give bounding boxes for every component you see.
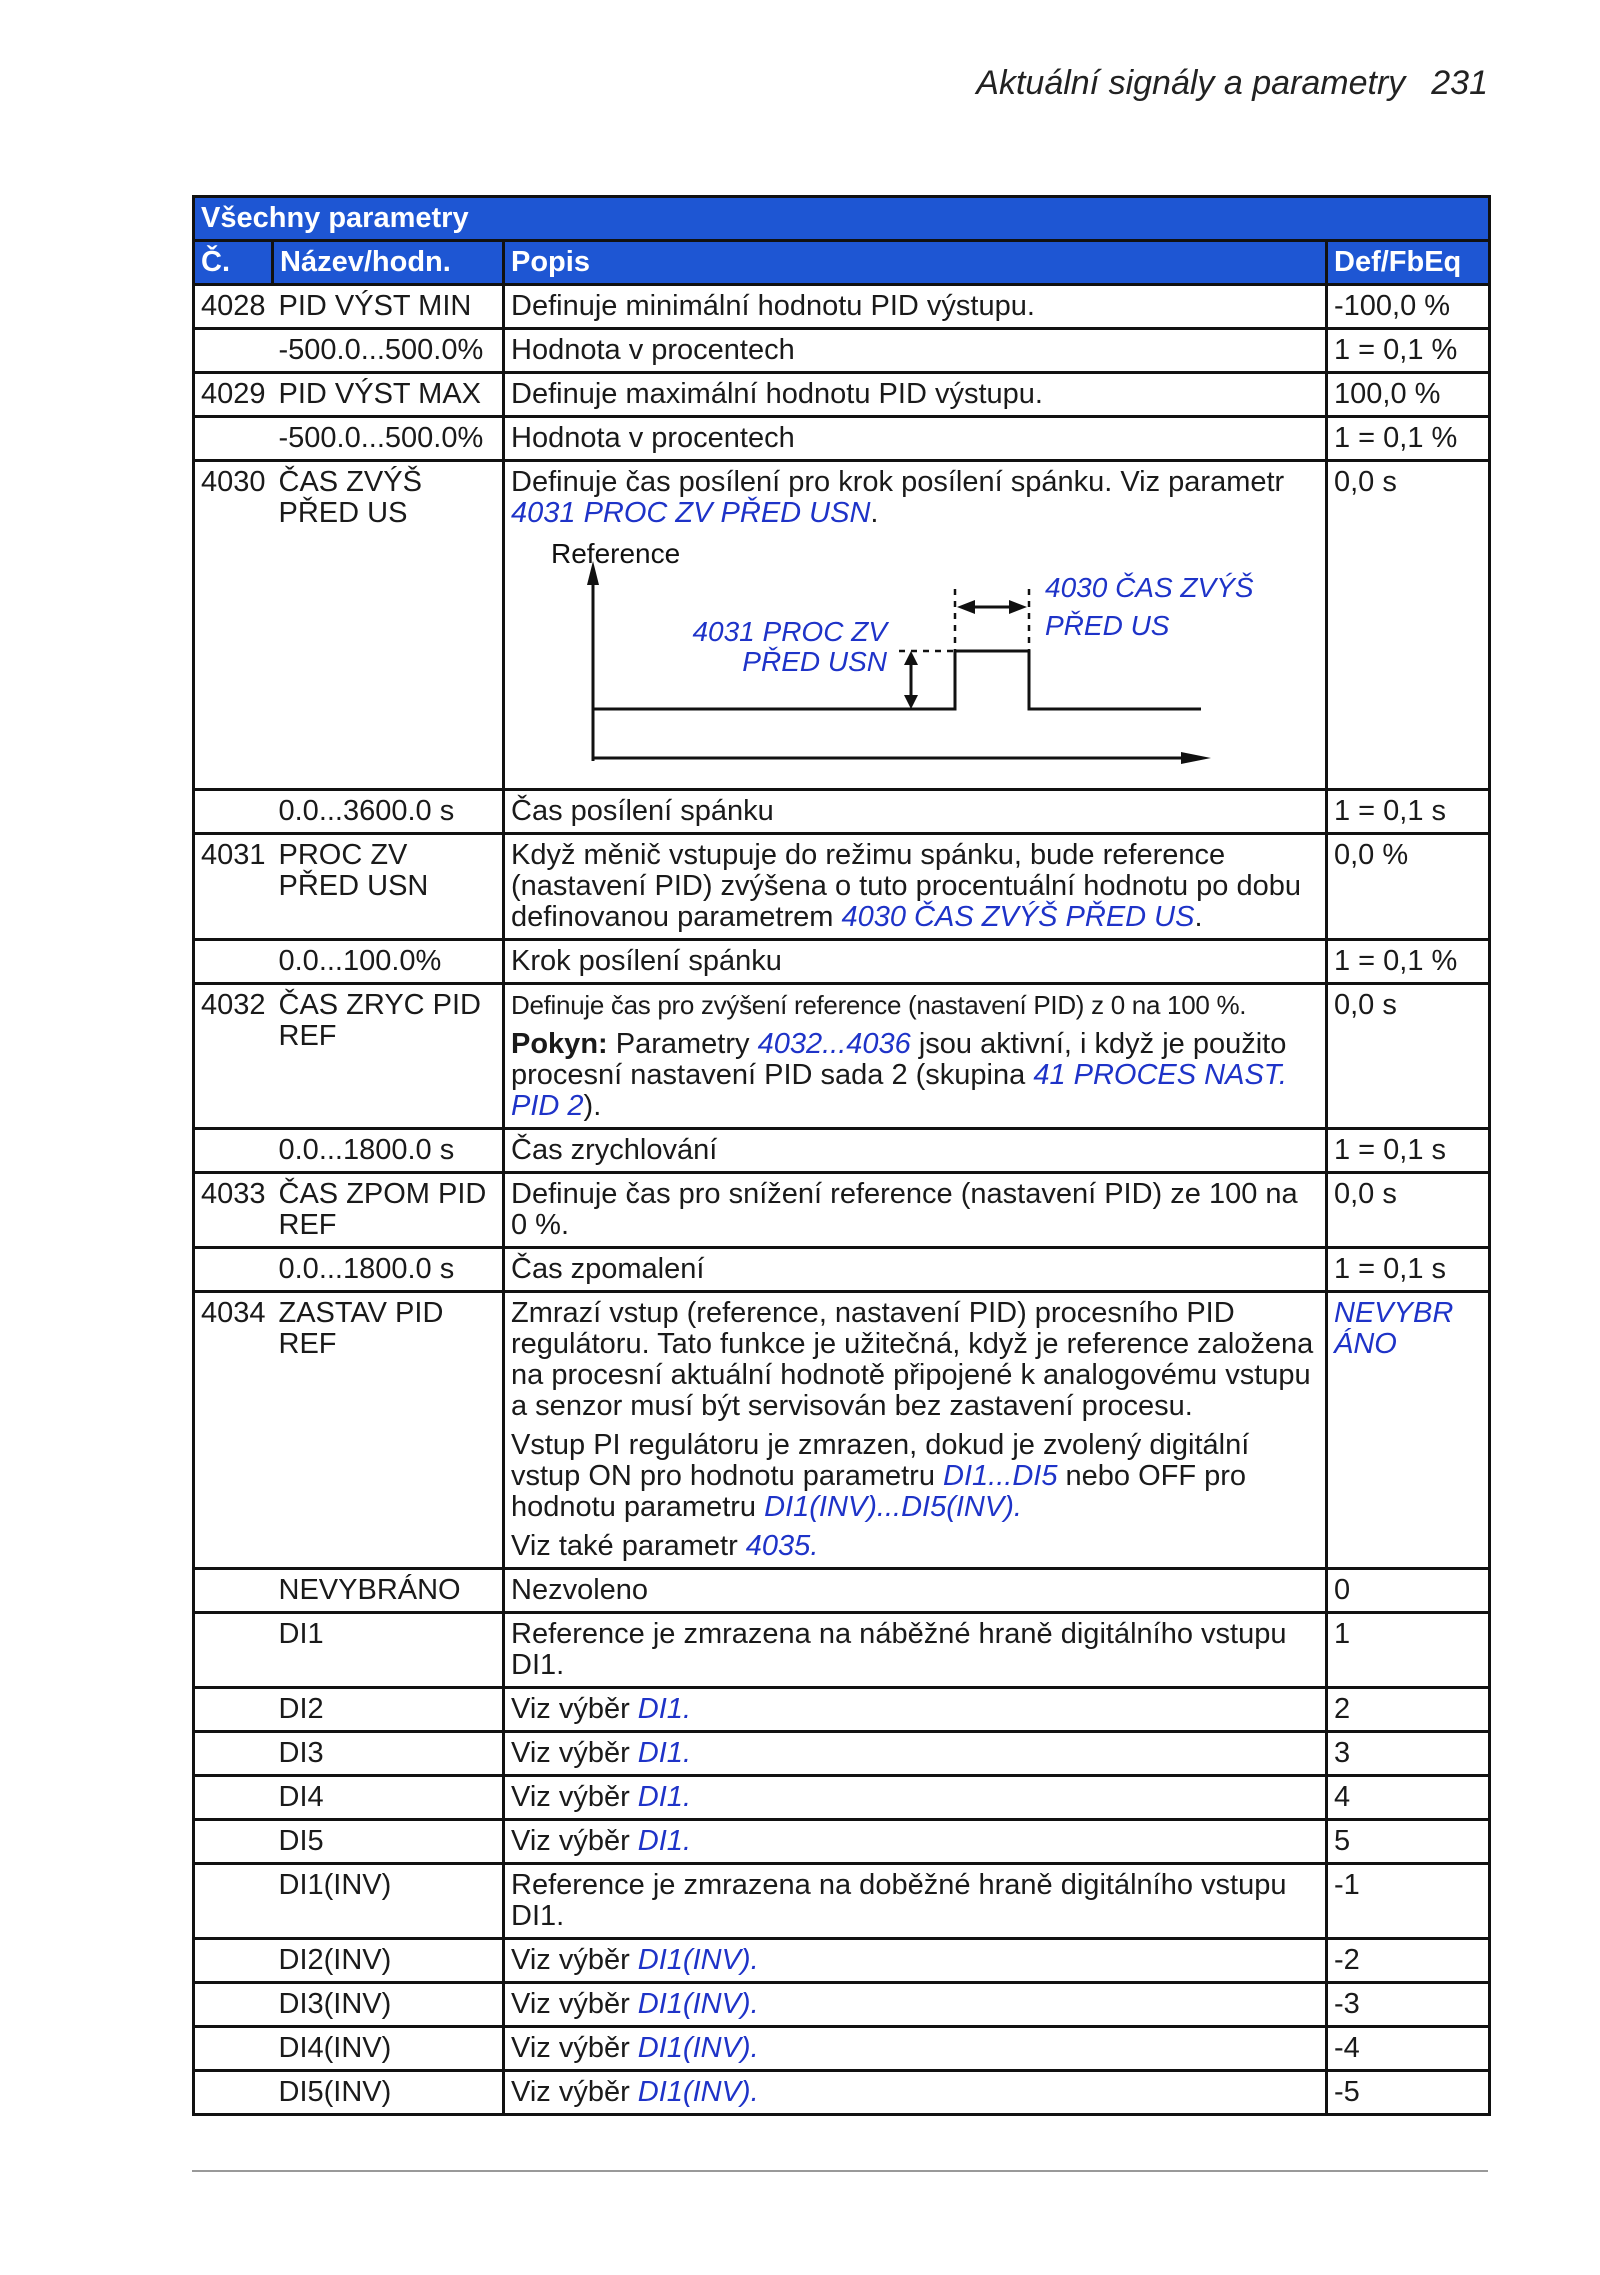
option-value: -1 (1327, 1864, 1490, 1939)
param-fbeq: 1 = 0,1 % (1327, 417, 1490, 461)
table-header-row (194, 241, 1490, 285)
option-desc: Viz výběr DI1. (504, 1732, 1327, 1776)
option-row (194, 2027, 1490, 2071)
table-row (194, 285, 1490, 329)
param-desc: Čas zpomalení (504, 1248, 1327, 1292)
option-desc: Viz výběr DI1(INV). (504, 1983, 1327, 2027)
time-arrow-left (957, 600, 975, 614)
option-name: DI1 (273, 1613, 504, 1688)
option-row (194, 1983, 1490, 2027)
page-header (940, 64, 1488, 103)
sleep-boost-diagram (511, 533, 1319, 783)
table-row (194, 1173, 1490, 1248)
option-name: DI4(INV) (273, 2027, 504, 2071)
table-title-row (194, 197, 1490, 241)
reference-signal (593, 651, 1201, 709)
param-default: -100,0 % (1327, 285, 1490, 329)
option-desc: Viz výběr DI1. (504, 1820, 1327, 1864)
table-row (194, 984, 1490, 1129)
option-value: -2 (1327, 1939, 1490, 1983)
param-name: PROC ZV PŘED USN (273, 834, 504, 940)
table-row (194, 790, 1490, 834)
table-row (194, 1129, 1490, 1173)
param-desc (504, 984, 1327, 1129)
param-desc (504, 1292, 1327, 1569)
param-name: ČAS ZRYC PID REF (273, 984, 504, 1129)
option-name: DI2 (273, 1688, 504, 1732)
param-note: Pokyn: Parametry 4032...4036 jsou aktivní, i když je použito procesní nastavení PID sada 2 (skupina 41 PROCES NAST. PID 2). (511, 1028, 1287, 1122)
option-row (194, 1864, 1490, 1939)
option-value: 5 (1327, 1820, 1490, 1864)
option-link[interactable]: DI1(INV) (637, 2032, 751, 2064)
option-link[interactable]: DI1 (637, 1825, 683, 1857)
table-row (194, 1248, 1490, 1292)
footer-rule (192, 2170, 1488, 2172)
option-row (194, 1569, 1490, 1613)
param-fbeq: 1 = 0,1 s (1327, 1248, 1490, 1292)
param-desc: Hodnota v procentech (504, 417, 1327, 461)
option-desc: Viz výběr DI1(INV). (504, 2071, 1327, 2115)
param-desc: Čas posílení spánku (504, 790, 1327, 834)
option-desc: Viz výběr DI1(INV). (504, 1939, 1327, 1983)
diagram-time-label-1: 4030 ČAS ZVÝŠ (1045, 572, 1254, 603)
time-arrow-right (1009, 600, 1027, 614)
option-link[interactable]: DI1 (637, 1737, 683, 1769)
param-number: 4033 (194, 1173, 273, 1248)
param-desc-paragraph: Vstup PI regulátoru je zmrazen, dokud je zvolený digitální vstup ON pro hodnotu parametru DI1...DI5 nebo OFF pro hodnotu parametru DI1(INV)...DI5(INV). (511, 1429, 1250, 1523)
param-link[interactable]: DI5(INV) (901, 1491, 1014, 1523)
page-header-title: Aktuální signály a parametry (976, 64, 1406, 102)
parameters-table (192, 195, 1491, 2116)
param-desc: Definuje minimální hodnotu PID výstupu. (504, 285, 1327, 329)
param-desc-paragraph: Viz také parametr 4035. (511, 1530, 819, 1562)
option-value: 3 (1327, 1732, 1490, 1776)
option-row (194, 1820, 1490, 1864)
option-row (194, 1613, 1490, 1688)
col-header-desc: Popis (504, 241, 1327, 285)
step-arrow-down (904, 695, 918, 709)
param-value-range: 0.0...3600.0 s (273, 790, 504, 834)
param-fbeq: 1 = 0,1 s (1327, 1129, 1490, 1173)
param-number: 4034 (194, 1292, 273, 1569)
option-desc: Viz výběr DI1. (504, 1688, 1327, 1732)
param-name: PID VÝST MAX (273, 373, 504, 417)
diagram-y-label: Reference (551, 538, 681, 569)
param-default-link[interactable]: ÁNO (1334, 1328, 1397, 1360)
param-number: 4032 (194, 984, 273, 1129)
col-header-def: Def/FbEq (1327, 241, 1490, 285)
diagram-step-label-1: 4031 PROC ZV (692, 616, 887, 647)
param-link[interactable]: 4030 ČAS ZVÝŠ PŘED US (841, 901, 1195, 933)
option-link[interactable]: DI1(INV) (637, 2076, 751, 2108)
option-rows (194, 1569, 1490, 2115)
param-fbeq: 1 = 0,1 % (1327, 329, 1490, 373)
param-link[interactable]: 4036 (846, 1028, 911, 1060)
param-name: ZASTAV PID REF (273, 1292, 504, 1569)
sleep-boost-diagram-svg (511, 533, 1311, 783)
option-name: DI2(INV) (273, 1939, 504, 1983)
option-link[interactable]: DI1 (637, 1781, 683, 1813)
col-header-no: Č. (194, 241, 273, 285)
option-value: -3 (1327, 1983, 1490, 2027)
param-number: 4029 (194, 373, 273, 417)
table-row (194, 940, 1490, 984)
param-desc: Definuje čas posílení pro krok posílení spánku. Viz parametr 4031 PROC ZV PŘED USN. Reference 4031 PROC ZV PŘED USN 4030 ČAS ZVÝŠ PŘED US (504, 461, 1327, 790)
x-axis-arrow (1181, 752, 1211, 764)
param-fbeq: 1 = 0,1 % (1327, 940, 1490, 984)
option-desc: Nezvoleno (504, 1569, 1327, 1613)
param-link[interactable]: 41 PROCES NAST. PID 2 (511, 1059, 1287, 1122)
param-desc: Definuje maximální hodnotu PID výstupu. (504, 373, 1327, 417)
param-number: 4031 (194, 834, 273, 940)
note-label: Pokyn: (511, 1028, 608, 1060)
param-value-range: -500.0...500.0% (273, 329, 504, 373)
table-row (194, 329, 1490, 373)
param-default-link[interactable]: NEVYBR (1334, 1297, 1454, 1329)
param-default: 0,0 s (1327, 1173, 1490, 1248)
table-row (194, 834, 1490, 940)
param-desc: Definuje čas pro snížení reference (nastavení PID) ze 100 na 0 %. (504, 1173, 1327, 1248)
param-link[interactable]: DI1 (943, 1460, 989, 1492)
param-desc: Když měnič vstupuje do režimu spánku, bude reference (nastavení PID) zvýšena o tuto procentuální hodnotu po dobu definovanou parametrem 4030 ČAS ZVÝŠ PŘED US. (504, 834, 1327, 940)
option-desc: Viz výběr DI1(INV). (504, 2027, 1327, 2071)
option-name: DI3 (273, 1732, 504, 1776)
param-number: 4030 (194, 461, 273, 790)
param-value-range: 0.0...1800.0 s (273, 1248, 504, 1292)
param-value-range: -500.0...500.0% (273, 417, 504, 461)
param-link[interactable]: DI1(INV) (764, 1491, 877, 1523)
option-name: DI3(INV) (273, 1983, 504, 2027)
param-default (1327, 1292, 1490, 1569)
param-name: PID VÝST MIN (273, 285, 504, 329)
option-name: DI4 (273, 1776, 504, 1820)
option-link[interactable]: DI1(INV) (637, 1988, 751, 2020)
option-link[interactable]: DI1(INV) (637, 1944, 751, 1976)
option-name: NEVYBRÁNO (273, 1569, 504, 1613)
option-desc: Reference je zmrazena na náběžné hraně digitálního vstupu DI1. (504, 1613, 1327, 1688)
option-desc: Viz výběr DI1. (504, 1776, 1327, 1820)
option-link[interactable]: DI1 (637, 1693, 683, 1725)
diagram-time-label-2: PŘED US (1045, 610, 1170, 641)
param-link[interactable]: 4032 (757, 1028, 823, 1060)
param-fbeq: 1 = 0,1 s (1327, 790, 1490, 834)
param-default: 100,0 % (1327, 373, 1490, 417)
param-name: ČAS ZPOM PID REF (273, 1173, 504, 1248)
diagram-step-label-2: PŘED USN (742, 646, 887, 677)
param-number: 4028 (194, 285, 273, 329)
table-row (194, 461, 1490, 790)
param-value-range: 0.0...100.0% (273, 940, 504, 984)
param-name: ČAS ZVÝŠ PŘED US (273, 461, 504, 790)
param-desc-line: Definuje čas pro zvýšení reference (nastavení PID) z 0 na 100 %. (511, 990, 1247, 1020)
option-value: 2 (1327, 1688, 1490, 1732)
option-value: 4 (1327, 1776, 1490, 1820)
page-number: 231 (1431, 64, 1488, 102)
param-desc: Hodnota v procentech (504, 329, 1327, 373)
option-value: 0 (1327, 1569, 1490, 1613)
option-row (194, 1732, 1490, 1776)
option-name: DI1(INV) (273, 1864, 504, 1939)
option-row (194, 1939, 1490, 1983)
option-row (194, 2071, 1490, 2115)
param-value-range: 0.0...1800.0 s (273, 1129, 504, 1173)
param-default: 0,0 % (1327, 834, 1490, 940)
param-desc: Krok posílení spánku (504, 940, 1327, 984)
table-row (194, 417, 1490, 461)
option-row (194, 1776, 1490, 1820)
param-default: 0,0 s (1327, 984, 1490, 1129)
option-value: -4 (1327, 2027, 1490, 2071)
table-row (194, 1292, 1490, 1569)
param-default: 0,0 s (1327, 461, 1490, 790)
param-link[interactable]: DI5 (1012, 1460, 1058, 1492)
param-desc: Čas zrychlování (504, 1129, 1327, 1173)
step-arrow-up (904, 651, 918, 665)
table-row (194, 373, 1490, 417)
option-name: DI5 (273, 1820, 504, 1864)
option-name: DI5(INV) (273, 2071, 504, 2115)
option-value: -5 (1327, 2071, 1490, 2115)
option-desc: Reference je zmrazena na doběžné hraně digitálního vstupu DI1. (504, 1864, 1327, 1939)
param-desc-paragraph: Zmrazí vstup (reference, nastavení PID) procesního PID regulátoru. Tato funkce je užitečná, když je reference založena na procesní aktuální hodnotě připojené k analogovému vstupu a senzor musí být servisován bez zastavení procesu. (511, 1297, 1314, 1422)
param-link[interactable]: 4035 (745, 1530, 811, 1562)
option-value: 1 (1327, 1613, 1490, 1688)
param-link[interactable]: 4031 PROC ZV PŘED USN (511, 497, 871, 529)
option-row (194, 1688, 1490, 1732)
col-header-name: Název/hodn. (273, 241, 504, 285)
table-title: Všechny parametry (194, 197, 1490, 241)
